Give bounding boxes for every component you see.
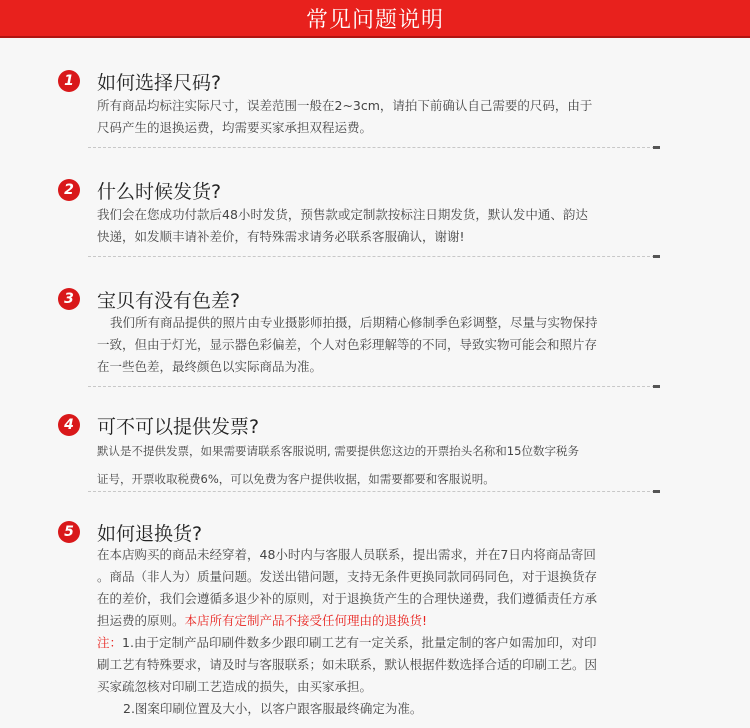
custom-no-return-warning: 本店所有定制产品不接受任何理由的退换货! — [184, 613, 428, 628]
answer-line: 一致，但由于灯光，显示器色彩偏差，个人对色彩理解等的不同，导致实物可能会和照片存 — [97, 337, 598, 352]
faq-number-badge: 5 — [58, 521, 80, 543]
answer-text: 担运费的原则。 — [97, 613, 185, 628]
note-text: 1.由于定制产品印刷件数多少跟印刷工艺有一定关系，批量定制的客户如需加印，对印 — [122, 635, 597, 650]
faq-answer — [97, 437, 667, 493]
faq-question-row — [58, 68, 221, 94]
answer-line: 快递，如发顺丰请补差价，有特殊需求请务必联系客服确认，谢谢! — [97, 229, 465, 244]
faq-question: 什么时候发货? — [97, 180, 222, 203]
page-header — [0, 0, 750, 38]
answer-line: 默认是不提供发票，如果需要请联系客服说明, 需要提供您这边的开票抬头名称和15位数字税务 — [97, 444, 579, 458]
faq-answer — [97, 204, 667, 248]
faq-question: 宝贝有没有色差? — [97, 289, 241, 312]
note-line: 买家疏忽核对印刷工艺造成的损失，由买家承担。 — [97, 679, 373, 694]
answer-line: 我们会在您成功付款后48小时发货，预售款或定制款按标注日期发货，默认发中通、韵达 — [97, 207, 588, 222]
answer-line: 证号，开票收取税费6%，可以免费为客户提供收据，如需要都要和客服说明。 — [97, 472, 495, 486]
faq-question-row — [58, 177, 221, 203]
faq-question: 如何选择尺码? — [97, 71, 222, 94]
faq-number-badge: 3 — [58, 288, 80, 310]
answer-line — [97, 610, 667, 632]
note-line: 刷工艺有特殊要求，请及时与客服联系；如未联系，默认根据件数选择合适的印刷工艺。因 — [97, 657, 598, 672]
answer-line: 我们所有商品提供的照片由专业摄影师拍摄，后期精心修制季色彩调整，尽量与实物保持 — [110, 315, 598, 330]
faq-answer — [97, 544, 667, 720]
faq-question-row — [58, 519, 202, 545]
answer-line: 在的差价，我们会遵循多退少补的原则，对于退换货产生的合理快递费，我们遵循责任方承 — [97, 591, 598, 606]
faq-question: 如何退换货? — [97, 522, 203, 545]
faq-question: 可不可以提供发票? — [97, 415, 260, 438]
answer-line: 所有商品均标注实际尺寸，误差范围一般在2~3cm，请拍下前确认自己需要的尺码，由于 — [97, 98, 593, 113]
note-label: 注： — [97, 635, 123, 650]
faq-answer — [97, 95, 667, 139]
note-line — [97, 632, 667, 654]
note-line: 2.图案印刷位置及大小，以客户跟客服最终确定为准。 — [123, 701, 423, 716]
page-title: 常见问题说明 — [305, 7, 444, 33]
faq-number-badge: 2 — [58, 179, 80, 201]
faq-answer — [97, 312, 667, 378]
section-divider — [88, 256, 660, 257]
answer-line: 尺码产生的退换运费，均需要买家承担双程运费。 — [97, 120, 373, 135]
section-divider — [88, 147, 660, 148]
section-divider — [88, 491, 660, 492]
section-divider — [88, 386, 660, 387]
answer-line: 在一些色差，最终颜色以实际商品为准。 — [97, 359, 323, 374]
answer-line: 。商品（非人为）质量问题。发送出错问题，支持无条件更换同款同码同色，对于退换货存 — [97, 569, 598, 584]
answer-line: 在本店购买的商品未经穿着，48小时内与客服人员联系，提出需求，并在7日内将商品寄回 — [97, 547, 596, 562]
faq-number-badge: 4 — [58, 414, 80, 436]
faq-number-badge: 1 — [58, 70, 80, 92]
faq-question-row — [58, 286, 240, 312]
faq-question-row — [58, 412, 259, 438]
